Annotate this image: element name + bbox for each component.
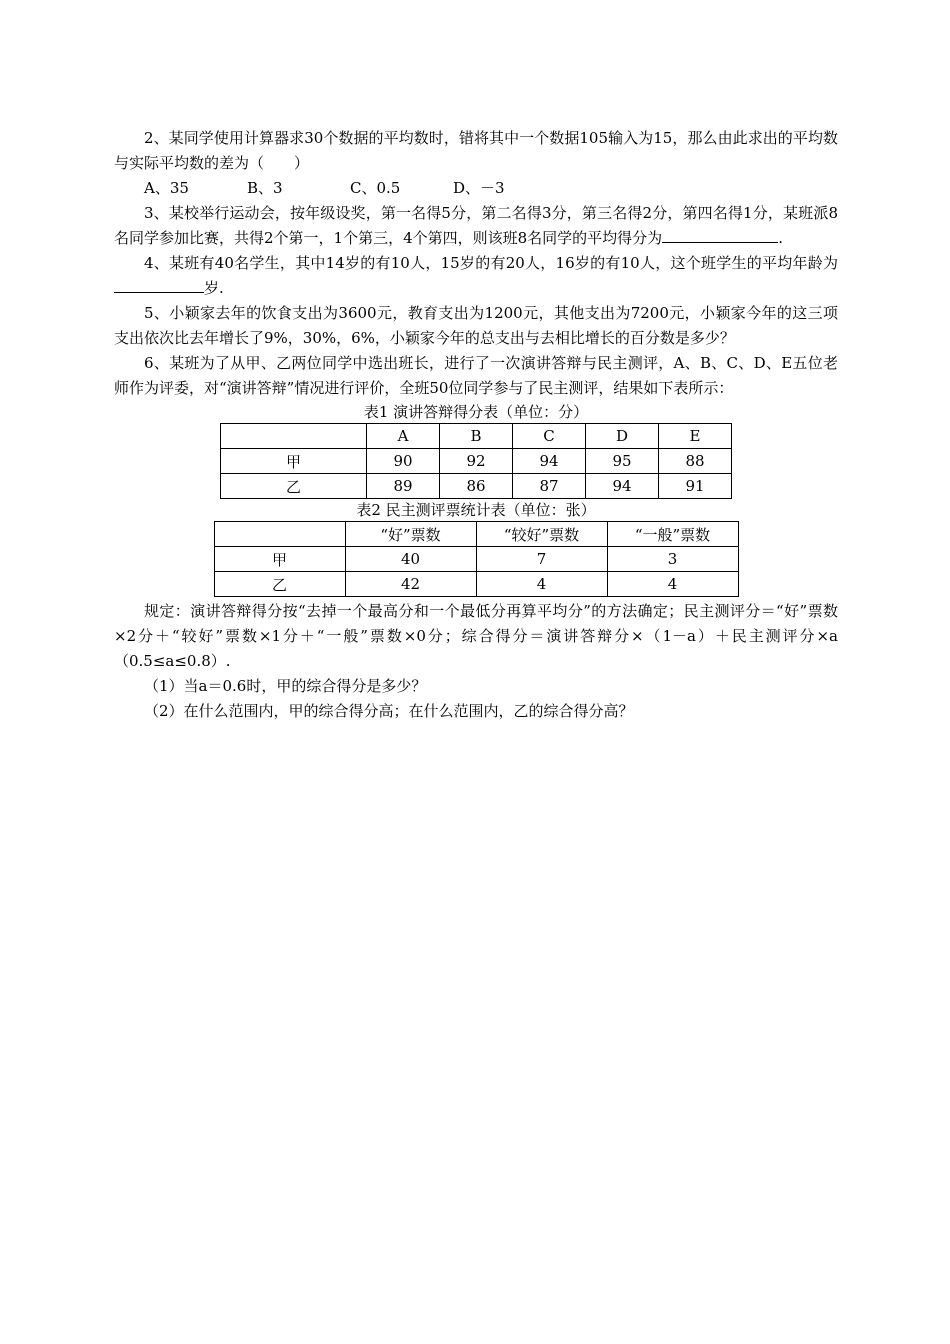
vote-table bbox=[214, 521, 739, 597]
table-row bbox=[221, 474, 732, 499]
choice-a: A、35 bbox=[144, 179, 189, 197]
question-3 bbox=[114, 201, 838, 251]
table-cell: “较好”票数 bbox=[476, 522, 607, 547]
table1-caption: 表1 演讲答辩得分表（单位：分） bbox=[363, 403, 589, 421]
table-cell: 94 bbox=[586, 474, 659, 499]
table-cell: 94 bbox=[513, 449, 586, 474]
table-header-row bbox=[221, 424, 732, 449]
table-cell: 91 bbox=[659, 474, 732, 499]
table-cell: 88 bbox=[659, 449, 732, 474]
table-cell: C bbox=[513, 424, 586, 449]
answer-blank bbox=[662, 226, 778, 243]
table-row bbox=[214, 547, 738, 572]
table-cell: 甲 bbox=[214, 547, 345, 572]
table-cell: 89 bbox=[367, 474, 440, 499]
choice-d: D、－3 bbox=[453, 179, 505, 197]
worksheet bbox=[114, 126, 838, 724]
question-4-text: 4、某班有40名学生，其中14岁的有10人，15岁的有20人，16岁的有10人，这个班学生的平均年龄为 bbox=[144, 254, 838, 272]
table-cell: 4 bbox=[607, 572, 738, 597]
table-cell: E bbox=[659, 424, 732, 449]
table-header-row bbox=[214, 522, 738, 547]
question-2: 2、某同学使用计算器求30个数据的平均数时，错将其中一个数据105输入为15，那么由此求出的平均数与实际平均数的差为（ ） bbox=[114, 129, 838, 172]
question-5: 5、小颖家去年的饮食支出为3600元，教育支出为1200元，其他支出为7200元，小颖家今年的这三项支出依次比去年增长了9%，30%，6%，小颖家今年的总支出与去相比增长的百分数是多少？ bbox=[114, 304, 838, 347]
table-cell bbox=[221, 424, 367, 449]
question-3-end: . bbox=[778, 229, 783, 247]
table-cell: 乙 bbox=[214, 572, 345, 597]
table-cell: 乙 bbox=[221, 474, 367, 499]
table-row bbox=[214, 572, 738, 597]
question-4-end: 岁. bbox=[204, 279, 224, 297]
table-cell: 42 bbox=[345, 572, 476, 597]
table-cell: 90 bbox=[367, 449, 440, 474]
question-4 bbox=[114, 251, 838, 301]
table-cell: 3 bbox=[607, 547, 738, 572]
table-cell: “一般”票数 bbox=[607, 522, 738, 547]
table-cell: 7 bbox=[476, 547, 607, 572]
scoring-rule: 规定：演讲答辩得分按“去掉一个最高分和一个最低分再算平均分”的方法确定；民主测评分＝“好”票数×2分＋“较好”票数×1分＋“一般”票数×0分；综合得分＝演讲答辩分×（1－a）＋民主测评分×a（0.5≤a≤0.8）. bbox=[114, 602, 838, 670]
sub-question-1: （1）当a＝0.6时，甲的综合得分是多少？ bbox=[144, 677, 427, 695]
question-3-text: 3、某校举行运动会，按年级设奖，第一名得5分，第二名得3分，第三名得2分，第四名得1分，某班派8名同学参加比赛，共得2个第一，1个第三，4个第四，则该班8名同学的平均得分为 bbox=[114, 204, 838, 247]
table-row bbox=[221, 449, 732, 474]
table-cell: A bbox=[367, 424, 440, 449]
table-cell: 40 bbox=[345, 547, 476, 572]
score-table bbox=[220, 423, 732, 499]
table-cell: “好”票数 bbox=[345, 522, 476, 547]
table-cell: 86 bbox=[440, 474, 513, 499]
table-cell: 甲 bbox=[221, 449, 367, 474]
choice-c: C、0.5 bbox=[350, 179, 401, 197]
table-cell: 95 bbox=[586, 449, 659, 474]
table-cell bbox=[214, 522, 345, 547]
table-cell: B bbox=[440, 424, 513, 449]
sub-question-2: （2）在什么范围内，甲的综合得分高；在什么范围内，乙的综合得分高？ bbox=[144, 702, 634, 720]
table-cell: 4 bbox=[476, 572, 607, 597]
answer-blank bbox=[114, 276, 204, 293]
question-2-choices bbox=[114, 176, 838, 201]
table-cell: D bbox=[586, 424, 659, 449]
table-cell: 87 bbox=[513, 474, 586, 499]
table2-caption: 表2 民主测评票统计表（单位：张） bbox=[356, 501, 596, 519]
question-6: 6、某班为了从甲、乙两位同学中选出班长，进行了一次演讲答辩与民主测评，A、B、C、D、E五位老师作为评委，对“演讲答辩”情况进行评价，全班50位同学参与了民主测评，结果如下表所示： bbox=[114, 354, 838, 397]
choice-b: B、3 bbox=[247, 179, 283, 197]
table-cell: 92 bbox=[440, 449, 513, 474]
